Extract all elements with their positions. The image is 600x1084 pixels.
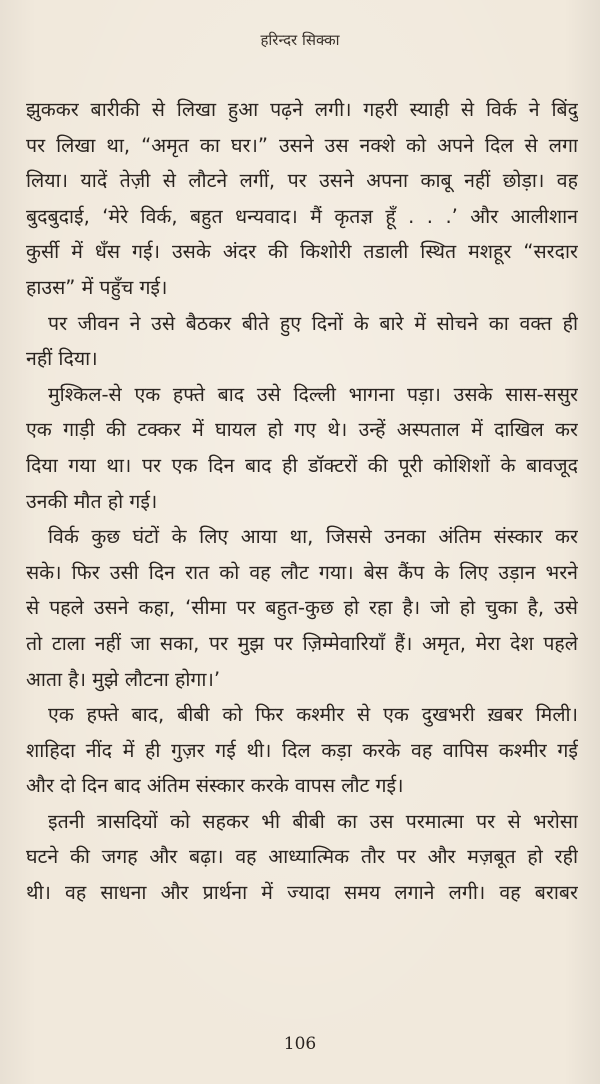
paragraph-first-line: पर जीवन ने उसे बैठकर बीते हुए दिनों के बारे में सोचने का वक्त ही [48,311,578,335]
body-text [26,92,578,911]
text-line: लिया। यादें तेज़ी से लौटने लगीं, पर उसने अपना काबू नहीं छोड़ा। वह [26,169,578,193]
text-line: घटने की जगह और बढ़ा। वह आध्यात्मिक तौर पर और मज़बूत हो रही [26,845,578,869]
text-line: से पहले उसने कहा, ‘सीमा पर बहुत-कुछ हो रहा है। जो हो चुका है, उसे [26,596,578,620]
text-line: दिया गया था। पर एक दिन बाद ही डॉक्टरों की पूरी कोशिशों के बावजूद [26,453,578,477]
text-line: पर लिखा था, “अमृत का घर।” उसने उस नक्शे को अपने दिल से लगा [26,133,578,157]
text-line: तो टाला नहीं जा सका, पर मुझ पर ज़िम्मेवारियाँ हैं। अमृत, मेरा देश पहले [26,631,578,655]
text-line: उनकी मौत हो गई। [26,489,158,513]
text-line: एक गाड़ी की टक्कर में घायल हो गए थे। उन्हें अस्पताल में दाखिल कर [26,418,578,442]
running-head: हरिन्दर सिक्का [260,31,340,49]
text-line: हाउस” में पहुँच गई। [26,275,168,299]
text-line: और दो दिन बाद अंतिम संस्कार करके वापस लौट गई। [26,774,404,798]
text-line: बुदबुदाई, ‘मेरे विर्क, बहुत धन्यवाद। मैं कृतज्ञ हूँ . . .’ और आलीशान [26,204,578,228]
paragraph-first-line: विर्क कुछ घंटों के लिए आया था, जिससे उनका अंतिम संस्कार कर [48,525,578,549]
paragraph-first-line: मुश्किल-से एक हफ्ते बाद उसे दिल्ली भागना पड़ा। उसके सास-ससुर [48,382,578,406]
text-line: कुर्सी में धँस गई। उसके अंदर की किशोरी तडाली स्थित मशहूर “सरदार [26,240,578,264]
page-number: 106 [283,1034,317,1054]
text-line: झुककर बारीकी से लिखा हुआ पढ़ने लगी। गहरी स्याही से विर्क ने बिंदु [26,98,578,121]
text-line: थी। वह साधना और प्रार्थना में ज्यादा समय लगाने लगी। वह बराबर [26,881,578,905]
text-line: आता है। मुझे लौटना होगा।’ [26,667,221,691]
text-line: शाहिदा नींद में ही गुज़र गई थी। दिल कड़ा करके वह वापिस कश्मीर गई [26,738,578,762]
paragraph-first-line: इतनी त्रासदियों को सहकर भी बीबी का उस परमात्मा पर से भरोसा [48,809,578,833]
text-line: नहीं दिया। [26,347,98,371]
text-line: सके। फिर उसी दिन रात को वह लौट गया। बेस कैंप के लिए उड़ान भरने [26,560,578,584]
paragraph-first-line: एक हफ्ते बाद, बीबी को फिर कश्मीर से एक दुखभरी ख़बर मिली। [48,703,578,727]
